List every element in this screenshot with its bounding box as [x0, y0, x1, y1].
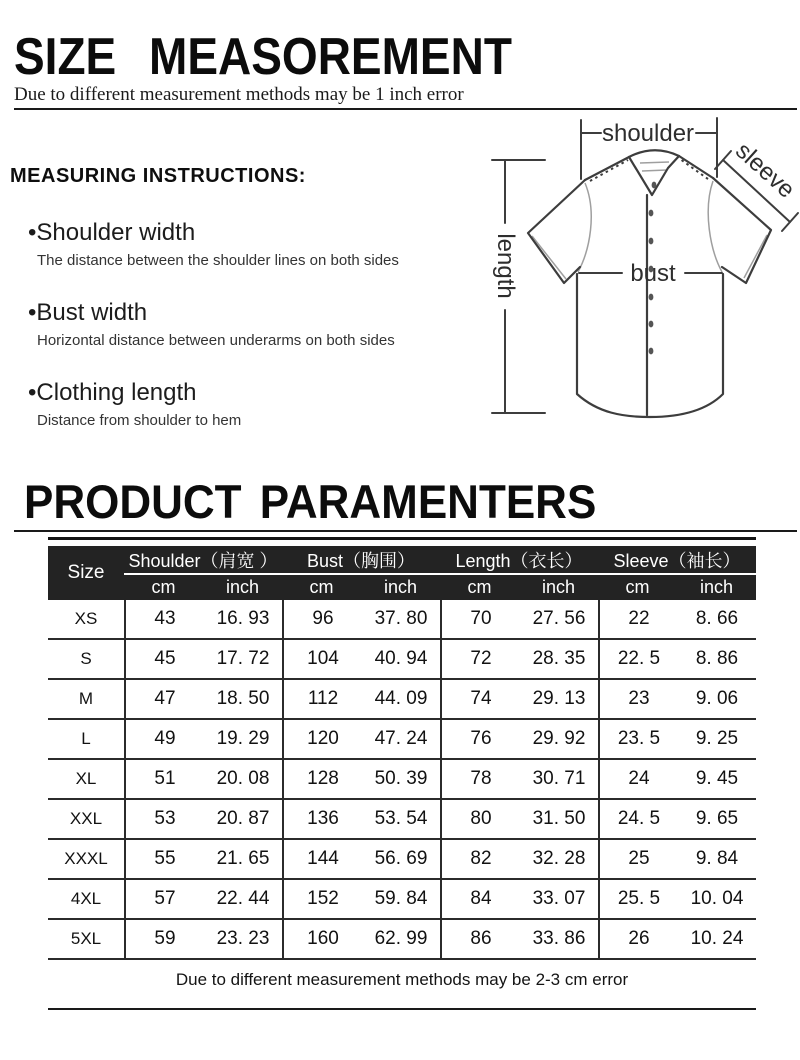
- table-cell: 30. 71: [532, 768, 586, 789]
- shoulder-values: [124, 920, 282, 958]
- shoulder-values: [124, 600, 282, 638]
- table-cell: 104: [307, 648, 339, 669]
- table-cell: 9. 06: [695, 688, 739, 709]
- measuring-instructions-heading: MEASURING INSTRUCTIONS:: [10, 165, 306, 187]
- size-label: M: [78, 689, 94, 708]
- table-cell: 9. 25: [695, 728, 739, 749]
- length-values: [440, 760, 598, 798]
- bust-values: [282, 920, 440, 958]
- column-group-header: Bust（胸围）: [306, 550, 416, 571]
- instruction-desc: Distance from shoulder to hem: [37, 412, 242, 429]
- table-cell: 96: [312, 608, 334, 629]
- bust-measure-label: bust: [630, 260, 676, 287]
- table-cell: 16. 93: [216, 608, 270, 629]
- length-values: [440, 840, 598, 878]
- table-cell: 23. 5: [617, 728, 661, 749]
- size-label: XS: [74, 609, 98, 628]
- table-cell: 23: [628, 688, 650, 709]
- table-cell: 144: [307, 848, 339, 869]
- instruction-desc: The distance between the shoulder lines on both sides: [37, 252, 399, 269]
- table-cell: 32. 28: [532, 848, 586, 869]
- instruction-desc: Horizontal distance between underarms on both sides: [37, 332, 395, 349]
- bust-values: [282, 880, 440, 918]
- page-subtitle: Due to different measurement methods may be 1 inch error: [14, 84, 464, 105]
- bust-values: [282, 600, 440, 638]
- table-cell: 23. 23: [216, 928, 270, 949]
- table-cell: 160: [307, 928, 339, 949]
- unit-header: inch: [699, 577, 734, 597]
- table-cell: 50. 39: [374, 768, 428, 789]
- group-label-row: [124, 546, 756, 575]
- table-cell: 22. 44: [216, 888, 270, 909]
- instruction-item: [28, 299, 395, 349]
- bust-values: [282, 720, 440, 758]
- table-cell: 56. 69: [374, 848, 428, 869]
- bust-values: [282, 760, 440, 798]
- sleeve-values: [598, 840, 756, 878]
- column-group-header: Shoulder（肩宽 ）: [128, 550, 278, 571]
- shoulder-values: [124, 680, 282, 718]
- table-cell: 22: [628, 608, 650, 629]
- shoulder-values: [124, 640, 282, 678]
- unit-header: cm: [467, 577, 492, 597]
- column-group-header: Sleeve（袖长）: [613, 550, 741, 571]
- size-label: L: [81, 729, 91, 748]
- table-cell: 29. 92: [532, 728, 586, 749]
- table-cell: 24: [628, 768, 650, 789]
- table-row: [48, 640, 756, 680]
- unit-header: inch: [225, 577, 260, 597]
- table-cell: 33. 07: [532, 888, 586, 909]
- length-values: [440, 920, 598, 958]
- table-row: [48, 680, 756, 720]
- table-cell: 43: [154, 608, 176, 629]
- table-cell: 8. 66: [695, 608, 739, 629]
- table-cell: 152: [307, 888, 339, 909]
- table-cell: 76: [470, 728, 492, 749]
- table-cell: 20. 87: [216, 808, 270, 829]
- table-row: [48, 920, 756, 960]
- table-cell: 26: [628, 928, 650, 949]
- table-row: [48, 800, 756, 840]
- unit-header: cm: [151, 577, 176, 597]
- table-cell: 37. 80: [374, 608, 428, 629]
- length-values: [440, 640, 598, 678]
- table-cell: 57: [154, 888, 176, 909]
- unit-header-row: [124, 575, 756, 600]
- length-values: [440, 880, 598, 918]
- instruction-title: •Clothing length: [28, 379, 197, 406]
- table-cell: 62. 99: [374, 928, 428, 949]
- table-cell: 22. 5: [617, 648, 661, 669]
- table-row: [48, 600, 756, 640]
- size-label: 4XL: [70, 889, 102, 908]
- table-cell: 10. 24: [690, 928, 744, 949]
- sleeve-values: [598, 720, 756, 758]
- table-cell: 8. 86: [695, 648, 739, 669]
- table-cell: 120: [307, 728, 339, 749]
- unit-header: cm: [309, 577, 334, 597]
- product-parameters-heading: PRODUCT PARAMENTERS: [24, 476, 597, 529]
- table-cell: 19. 29: [216, 728, 270, 749]
- shoulder-values: [124, 800, 282, 838]
- shoulder-values: [124, 880, 282, 918]
- instruction-item: [28, 379, 241, 429]
- shirt-measurement-diagram: [460, 100, 800, 440]
- bust-values: [282, 800, 440, 838]
- table-cell: 25: [628, 848, 650, 869]
- table-cell: 47: [154, 688, 176, 709]
- sleeve-values: [598, 760, 756, 798]
- table-row: [48, 760, 756, 800]
- sleeve-measure-label: sleeve: [730, 137, 800, 204]
- unit-header: inch: [541, 577, 576, 597]
- table-header: [48, 546, 756, 600]
- table-footnote: Due to different measurement methods may be 2-3 cm error: [175, 970, 629, 989]
- table-cell: 9. 65: [695, 808, 739, 829]
- table-row: [48, 880, 756, 920]
- instruction-title: •Shoulder width: [28, 219, 196, 246]
- table-cell: 84: [470, 888, 492, 909]
- size-column-header: Size: [67, 562, 105, 583]
- table-row: [48, 720, 756, 760]
- table-cell: 59: [154, 928, 176, 949]
- sleeve-values: [598, 880, 756, 918]
- table-cell: 55: [154, 848, 176, 869]
- table-cell: 45: [154, 648, 176, 669]
- table-cell: 128: [307, 768, 339, 789]
- bust-values: [282, 840, 440, 878]
- table-cell: 29. 13: [532, 688, 586, 709]
- unit-header: inch: [383, 577, 418, 597]
- table-cell: 70: [470, 608, 492, 629]
- sleeve-values: [598, 800, 756, 838]
- table-cell: 49: [154, 728, 176, 749]
- size-label: XXXL: [64, 849, 108, 868]
- table-cell: 86: [470, 928, 492, 949]
- table-cell: 47. 24: [374, 728, 428, 749]
- table-cell: 20. 08: [216, 768, 270, 789]
- table-cell: 25. 5: [617, 888, 661, 909]
- bust-values: [282, 640, 440, 678]
- table-cell: 53: [154, 808, 176, 829]
- size-label: 5XL: [70, 929, 102, 948]
- table-cell: 59. 84: [374, 888, 428, 909]
- table-cell: 82: [470, 848, 492, 869]
- table-cell: 33. 86: [532, 928, 586, 949]
- table-cell: 27. 56: [532, 608, 586, 629]
- table-cell: 24. 5: [617, 808, 661, 829]
- table-cell: 136: [307, 808, 339, 829]
- shoulder-measure-label: shoulder: [601, 120, 695, 147]
- sleeve-values: [598, 920, 756, 958]
- table-cell: 10. 04: [690, 888, 744, 909]
- column-group-header: Length（衣长）: [455, 550, 583, 571]
- divider: [14, 530, 797, 532]
- length-values: [440, 600, 598, 638]
- table-cell: 40. 94: [374, 648, 428, 669]
- sleeve-values: [598, 600, 756, 638]
- unit-header: cm: [625, 577, 650, 597]
- table-cell: 44. 09: [374, 688, 428, 709]
- table-cell: 112: [307, 688, 339, 709]
- table-cell: 78: [470, 768, 492, 789]
- table-cell: 74: [470, 688, 492, 709]
- instruction-title: •Bust width: [28, 299, 148, 326]
- length-values: [440, 680, 598, 718]
- header-groups: [124, 546, 756, 600]
- table-row: [48, 840, 756, 880]
- table-cell: 9. 45: [695, 768, 739, 789]
- table-cell: 21. 65: [216, 848, 270, 869]
- size-label: XXL: [69, 809, 103, 828]
- bust-values: [282, 680, 440, 718]
- length-measure-label: length: [492, 233, 519, 299]
- table-cell: 53. 54: [374, 808, 428, 829]
- table-cell: 31. 50: [532, 808, 586, 829]
- table-cell: 80: [470, 808, 492, 829]
- shoulder-values: [124, 760, 282, 798]
- page-title: SIZE MEASOREMENT: [14, 27, 512, 86]
- length-values: [440, 800, 598, 838]
- table-cell: 28. 35: [532, 648, 586, 669]
- sleeve-values: [598, 640, 756, 678]
- table-cell: 18. 50: [216, 688, 270, 709]
- table-cell: 72: [470, 648, 492, 669]
- size-table: [48, 537, 756, 960]
- shoulder-values: [124, 840, 282, 878]
- table-cell: 51: [154, 768, 176, 789]
- sleeve-values: [598, 680, 756, 718]
- table-cell: 17. 72: [216, 648, 270, 669]
- instruction-item: [28, 219, 399, 269]
- table-top-border: [48, 537, 756, 540]
- size-label: XL: [75, 769, 97, 788]
- shoulder-values: [124, 720, 282, 758]
- size-label: S: [80, 649, 92, 668]
- length-values: [440, 720, 598, 758]
- divider: [48, 1008, 756, 1010]
- table-cell: 9. 84: [695, 848, 739, 869]
